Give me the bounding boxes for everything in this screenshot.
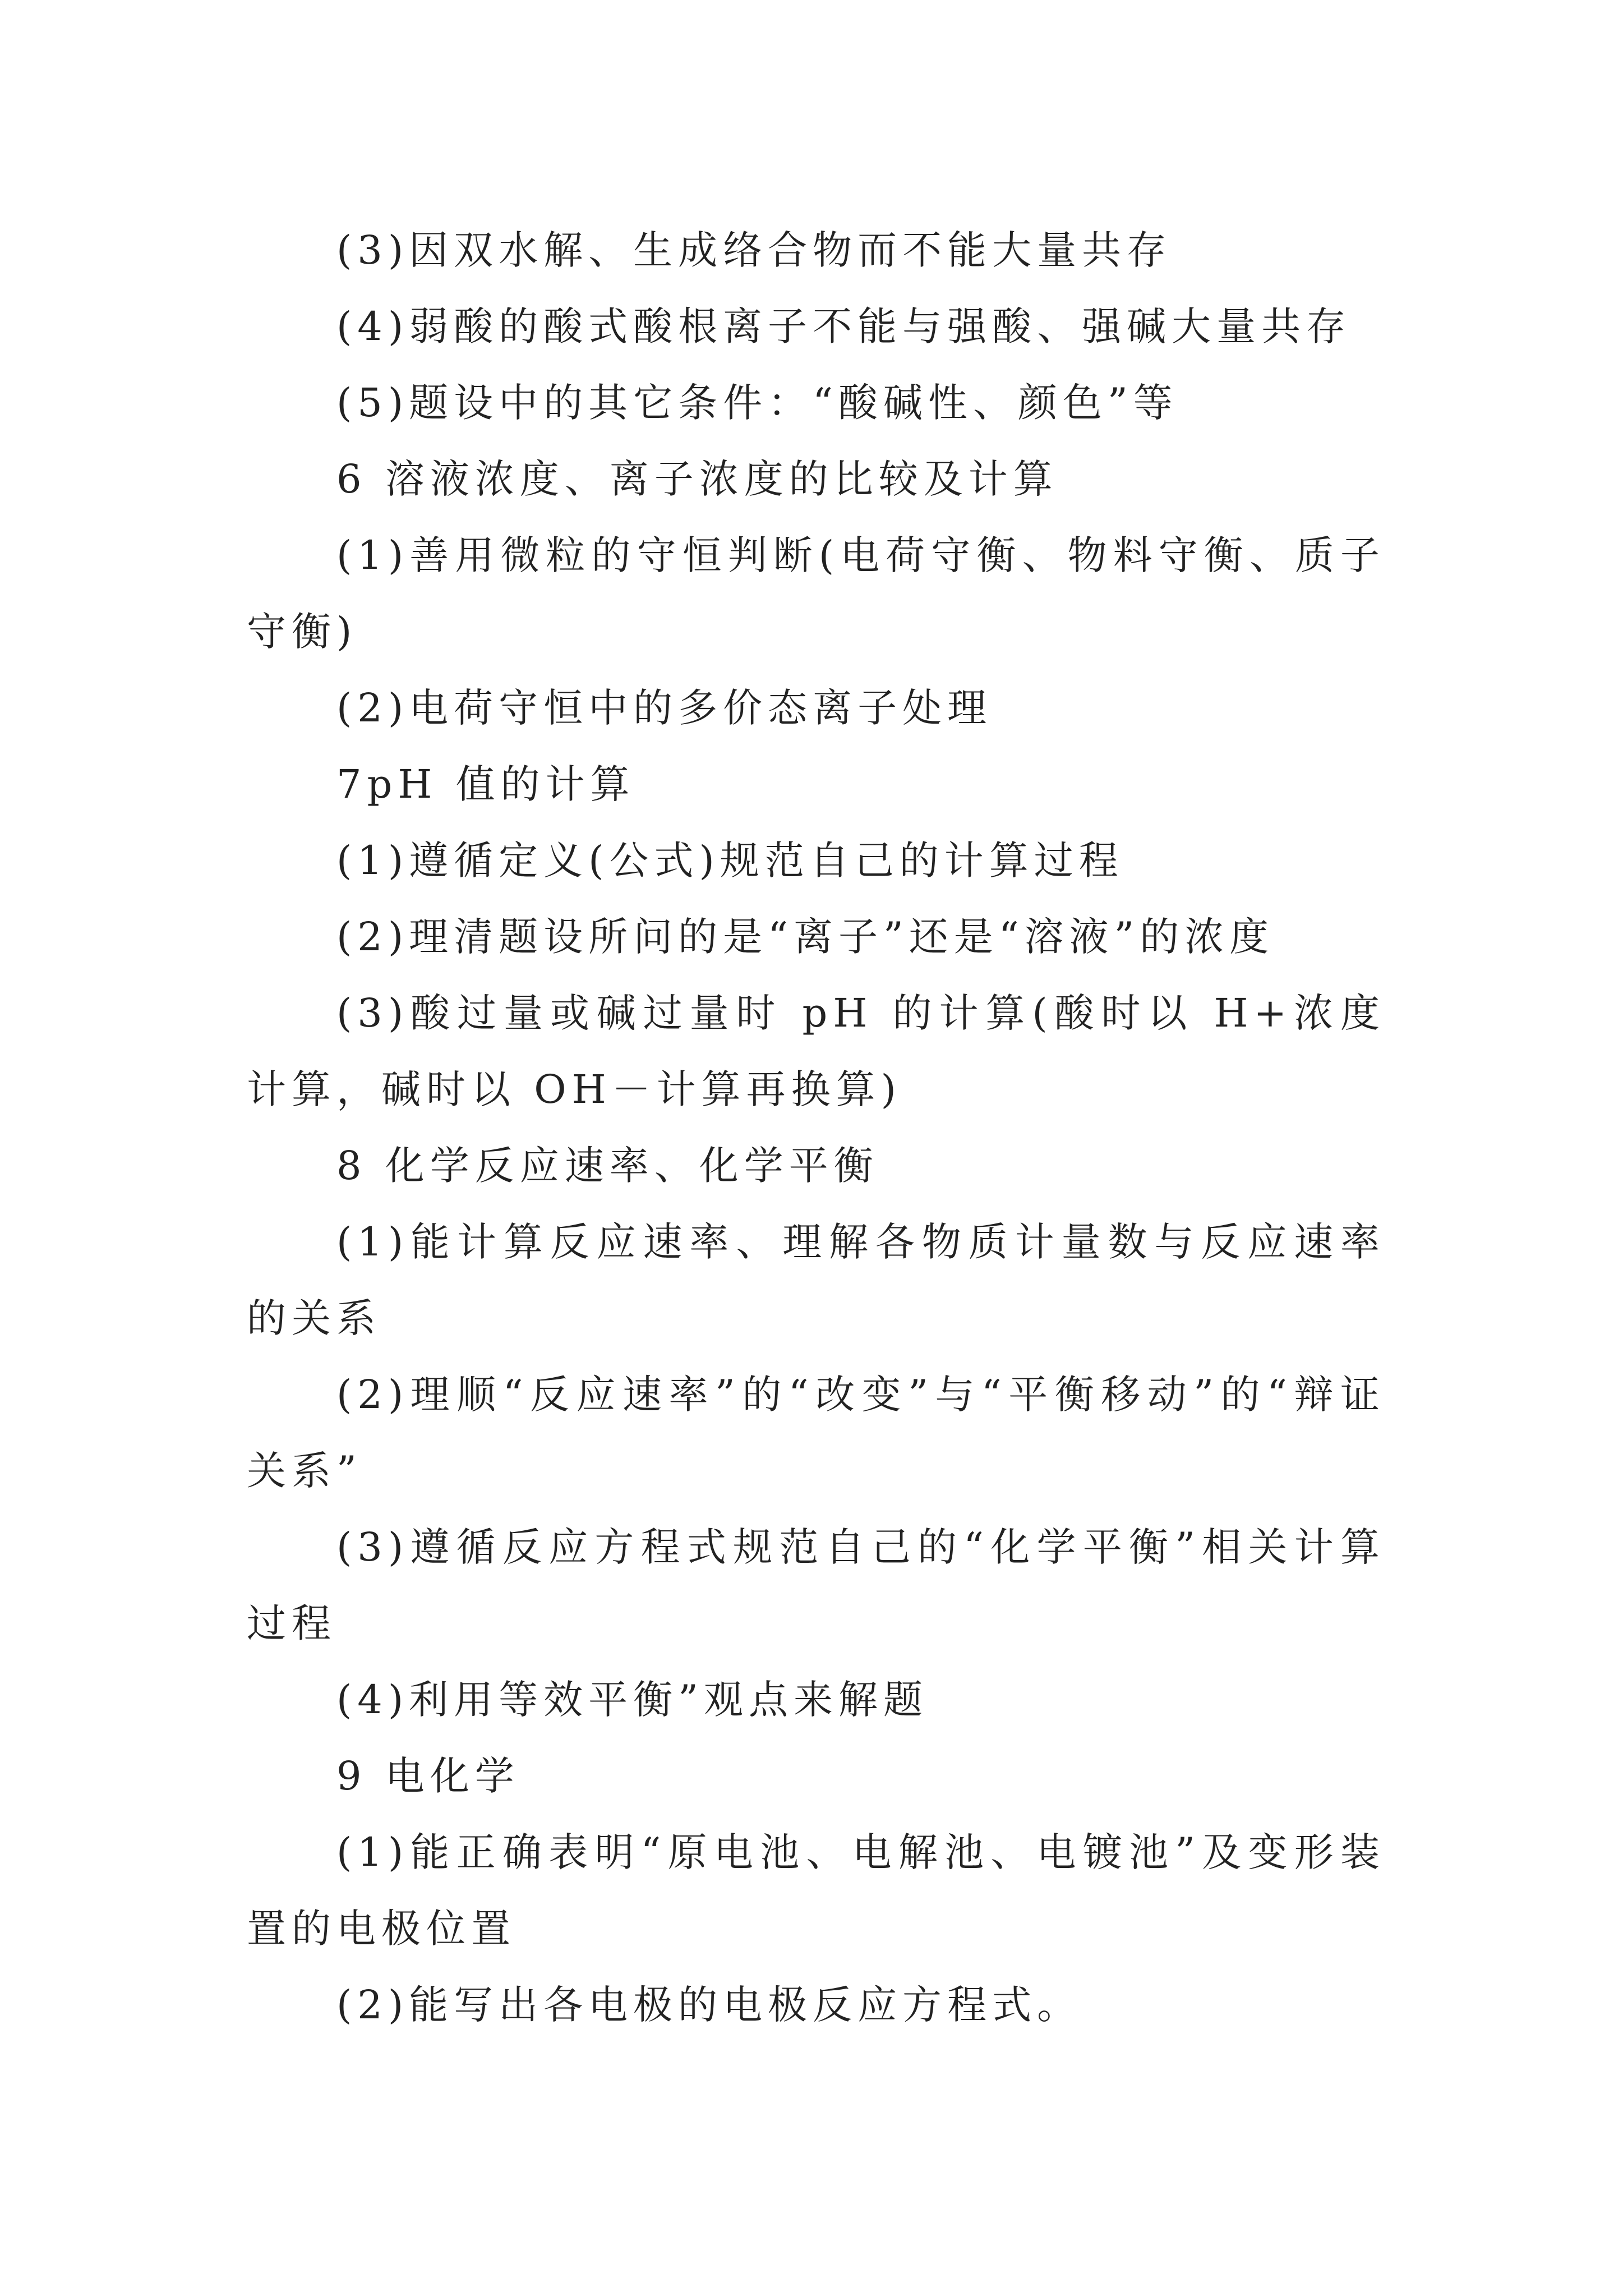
paragraph-item-3: (3)酸过量或碱过量时 pH 的计算(酸时以 H+浓度计算，碱时以 OH－计算再换算) [247, 990, 1385, 1112]
paragraph-item-3: (3)因双水解、生成络合物而不能大量共存 [336, 227, 1172, 273]
paragraph-item-1: (1)善用微粒的守恒判断(电荷守衡、物料守衡、质子守衡) [247, 532, 1385, 655]
paragraph-item-3: (3)遵循反应方程式规范自己的“化学平衡”相关计算过程 [247, 1524, 1385, 1646]
paragraph-item-2: (2)电荷守恒中的多价态离子处理 [336, 685, 993, 731]
paragraph-item-4: (4)利用等效平衡”观点来解题 [336, 1677, 928, 1723]
paragraph-item-1: (1)能计算反应速率、理解各物质计量数与反应速率的关系 [247, 1219, 1385, 1341]
section-heading-7: 7pH 值的计算 [336, 761, 635, 807]
section-heading-8: 8 化学反应速率、化学平衡 [336, 1143, 879, 1189]
section-heading-6: 6 溶液浓度、离子浓度的比较及计算 [336, 456, 1058, 502]
paragraph-item-5: (5)题设中的其它条件：“酸碱性、颜色”等 [336, 380, 1178, 426]
paragraph-item-2: (2)能写出各电极的电极反应方程式。 [336, 1982, 1082, 2028]
paragraph-item-2: (2)理顺“反应速率”的“改变”与“平衡移动”的“辩证关系” [247, 1372, 1385, 1494]
section-heading-9: 9 电化学 [336, 1753, 520, 1799]
document-body [247, 212, 1385, 2043]
paragraph-item-1: (1)能正确表明“原电池、电解池、电镀池”及变形装置的电极位置 [247, 1829, 1385, 1952]
paragraph-item-4: (4)弱酸的酸式酸根离子不能与强酸、强碱大量共存 [336, 303, 1352, 349]
paragraph-item-2: (2)理清题设所问的是“离子”还是“溶液”的浓度 [336, 914, 1275, 960]
paragraph-item-1: (1)遵循定义(公式)规范自己的计算过程 [336, 838, 1124, 884]
